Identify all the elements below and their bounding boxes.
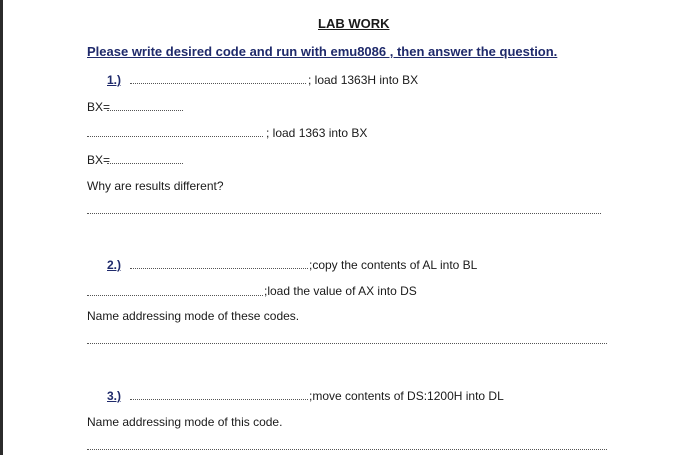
q1-question: Why are results different? (87, 179, 224, 193)
q2-comment-b: ;load the value of AX into DS (264, 284, 417, 298)
q1-code-blank-b[interactable] (87, 136, 263, 137)
q2-code-blank-a[interactable] (130, 268, 308, 269)
page-title: LAB WORK (318, 16, 390, 31)
q3-comment: ;move contents of DS:1200H into DL (309, 389, 504, 403)
q1-comment-a: ; load 1363H into BX (308, 73, 419, 87)
q3-answer-line[interactable] (87, 449, 607, 450)
q2-answer-line[interactable] (87, 343, 607, 344)
q1-number: 1.) (107, 73, 122, 87)
q1-comment-b: ; load 1363 into BX (266, 126, 368, 140)
q1-code-blank-a[interactable] (130, 83, 306, 84)
q1-bx-label-b: BX= (87, 153, 111, 167)
q1-answer-line[interactable] (87, 213, 601, 214)
q1-bx-blank-a[interactable] (107, 110, 183, 111)
q2-code-blank-b[interactable] (87, 295, 263, 296)
q3-code-blank[interactable] (130, 399, 308, 400)
q3-number: 3.) (107, 389, 122, 403)
q3-question: Name addressing mode of this code. (87, 415, 283, 429)
q2-number: 2.) (107, 258, 122, 272)
instruction-text: Please write desired code and run with emu8086 , then answer the question. (87, 44, 558, 59)
q1-bx-blank-b[interactable] (107, 163, 183, 164)
q2-comment-a: ;copy the contents of AL into BL (309, 258, 478, 272)
q2-question: Name addressing mode of these codes. (87, 309, 300, 323)
q1-bx-label-a: BX= (87, 100, 111, 114)
